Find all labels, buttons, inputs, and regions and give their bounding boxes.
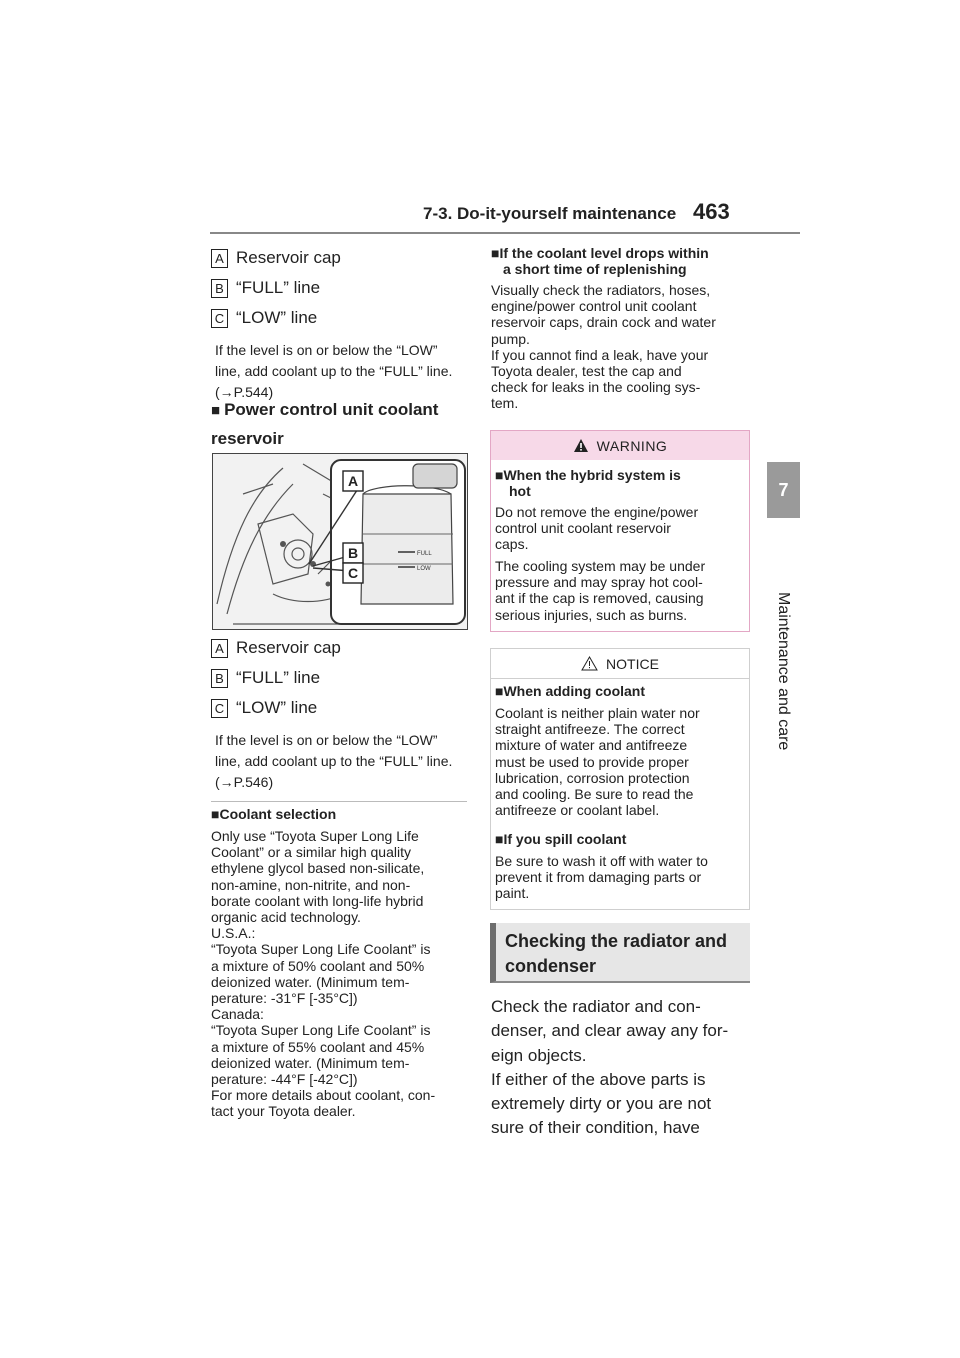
text-line: Toyota dealer, test the cap and [491, 363, 682, 380]
figure-callout-a: A [347, 473, 359, 489]
text-line: ethylene glycol based non-silicate, [211, 860, 425, 877]
text-line: If you cannot find a leak, have your [491, 346, 709, 363]
text-line: pump. [491, 330, 530, 347]
page-number: 463 [693, 199, 730, 224]
pcu-reservoir-heading [211, 396, 481, 453]
text-line: “Toyota Super Long Life Coolant” is [211, 941, 431, 958]
callout-label: Reservoir cap [236, 638, 341, 657]
text-line: Visually check the radiators, hoses, [491, 282, 711, 298]
figure-callout-c: C [347, 565, 359, 581]
callout-low-line [211, 308, 317, 328]
heading-line: Checking the radiator and [505, 931, 728, 951]
callout-letter: B [211, 279, 228, 298]
callout-reservoir-cap [211, 248, 341, 268]
warning-label: WARNING [596, 437, 668, 454]
text-line: prevent it from damaging parts or [495, 869, 702, 886]
text-line: “Toyota Super Long Life Coolant” is [211, 1022, 431, 1039]
radiator-body [491, 995, 756, 1141]
text-line: perature: -44°F [-42°C]) [211, 1071, 358, 1088]
title-marker: ■ [491, 245, 500, 261]
text-line: must be used to provide proper [495, 753, 689, 770]
section-heading [490, 923, 750, 983]
title-marker: ■ [495, 831, 504, 847]
callout-letter: C [211, 309, 228, 328]
coolant-selection-title [211, 806, 336, 822]
text-line: deionized water. (Minimum tem- [211, 973, 410, 990]
callout-full-line [211, 668, 320, 688]
text-line: pressure and may spray hot cool- [495, 574, 703, 591]
full-mark-label: FULL [417, 551, 432, 557]
title-text: If you spill coolant [503, 831, 627, 847]
callout-letter: A [211, 249, 228, 268]
text-line: a mixture of 55% coolant and 45% [211, 1038, 425, 1055]
text-line: eign objects. [491, 1045, 587, 1065]
text-line: U.S.A.: [211, 925, 256, 942]
callout-letter: A [211, 639, 228, 658]
notice-header [491, 649, 749, 679]
level-drop-title [491, 245, 709, 277]
title-marker: ■ [211, 806, 220, 822]
callout-label: Reservoir cap [236, 248, 341, 267]
title-line: When the hybrid system is [503, 467, 681, 483]
callout-letter: B [211, 669, 228, 688]
text-line: antifreeze or coolant label. [495, 802, 660, 819]
callout-low-line [211, 698, 317, 718]
title-line: a short time of replenishing [503, 261, 687, 277]
text-line: Check the radiator and con- [491, 997, 701, 1016]
notice-title-2 [495, 831, 626, 847]
text-line: check for leaks in the cooling sys- [491, 379, 701, 396]
title-line: If the coolant level drops within [499, 245, 709, 261]
text-line: extremely dirty or you are not [491, 1094, 712, 1114]
notice-para-2 [495, 853, 747, 902]
text-line: If either of the above parts is [491, 1069, 706, 1089]
title-marker: ■ [495, 683, 504, 699]
divider [211, 801, 467, 802]
warning-para-1 [495, 504, 747, 553]
callout-letter: C [211, 699, 228, 718]
text-line: engine/power control unit coolant [491, 298, 697, 315]
title-text: Coolant selection [219, 806, 337, 822]
coolant-selection-body [211, 828, 473, 1120]
text-line: caps. [495, 536, 529, 553]
callout-reservoir-cap [211, 638, 341, 658]
chapter-title: Maintenance and care [775, 591, 792, 751]
figure-callout-b: B [347, 545, 359, 561]
text-line: Only use “Toyota Super Long Life [211, 828, 419, 844]
heading-text: Power control unit coolant reservoir [211, 400, 439, 448]
heading-line: condenser [505, 956, 597, 976]
callout-label: “LOW” line [236, 698, 318, 717]
warning-triangle-icon [573, 438, 589, 453]
text-line: lubrication, corrosion protection [495, 769, 690, 786]
caution-triangle-icon [581, 656, 598, 671]
warning-title [495, 467, 681, 499]
text-line: The cooling system may be under [495, 558, 706, 574]
text-line: Coolant is neither plain water nor [495, 705, 700, 721]
text-line: a mixture of 50% coolant and 50% [211, 957, 425, 974]
engine-bay-illustration [213, 454, 468, 630]
title-line: hot [509, 483, 531, 499]
text-line: tact your Toyota dealer. [211, 1103, 356, 1120]
text-line: straight antifreeze. The correct [495, 721, 685, 738]
warning-header [491, 431, 749, 460]
title-text: When adding coolant [503, 683, 646, 699]
text-line: Coolant” or a similar high quality [211, 844, 411, 861]
warning-box [490, 430, 750, 632]
text-line: Canada: [211, 1006, 264, 1023]
warning-para-2 [495, 558, 747, 623]
title-marker: ■ [495, 467, 504, 483]
text-line: non-amine, non-nitrite, and non- [211, 876, 411, 893]
text-line: For more details about coolant, con- [211, 1087, 436, 1104]
text-line: organic acid technology. [211, 909, 361, 926]
callout-label: “FULL” line [236, 278, 321, 297]
text-line: Do not remove the engine/power [495, 504, 699, 520]
text-line: deionized water. (Minimum tem- [211, 1054, 410, 1071]
notice-para-1 [495, 705, 747, 818]
text-line: tem. [491, 395, 519, 412]
text-line: reservoir caps, drain cock and water [491, 314, 716, 331]
notice-label: NOTICE [606, 655, 659, 672]
level-drop-body [491, 282, 756, 412]
text-line: paint. [495, 885, 530, 902]
text-line: serious injuries, such as burns. [495, 606, 688, 623]
low-mark-label: LOW [417, 566, 431, 572]
pcu-reservoir-note: If the level is on or below the “LOW” line, add coolant up to the “FULL” line. (→P.546) [215, 732, 453, 790]
notice-box [490, 648, 750, 910]
text-line: control unit coolant reservoir [495, 520, 671, 537]
text-line: and cooling. Be sure to read the [495, 786, 694, 803]
engine-reservoir-note: If the level is on or below the “LOW” line, add coolant up to the “FULL” line. (→P.544) [215, 342, 453, 400]
text-line: ant if the cap is removed, causing [495, 590, 704, 607]
callout-full-line [211, 278, 320, 298]
text-line: borate coolant with long-life hybrid [211, 892, 424, 909]
chapter-tab: 7 [767, 462, 800, 518]
section-title: 7-3. Do-it-yourself maintenance [423, 204, 677, 223]
text-line: perature: -31°F [-35°C]) [211, 990, 358, 1007]
heading-marker: ■ [211, 402, 221, 419]
text-line: mixture of water and antifreeze [495, 737, 688, 754]
callout-label: “LOW” line [236, 308, 318, 327]
pcu-reservoir-figure [212, 453, 468, 630]
header-rule [210, 232, 800, 234]
text-line: sure of their condition, have [491, 1118, 700, 1138]
notice-title-1 [495, 683, 645, 699]
text-line: Be sure to wash it off with water to [495, 853, 708, 869]
callout-label: “FULL” line [236, 668, 321, 687]
text-line: denser, and clear away any for- [491, 1021, 729, 1041]
